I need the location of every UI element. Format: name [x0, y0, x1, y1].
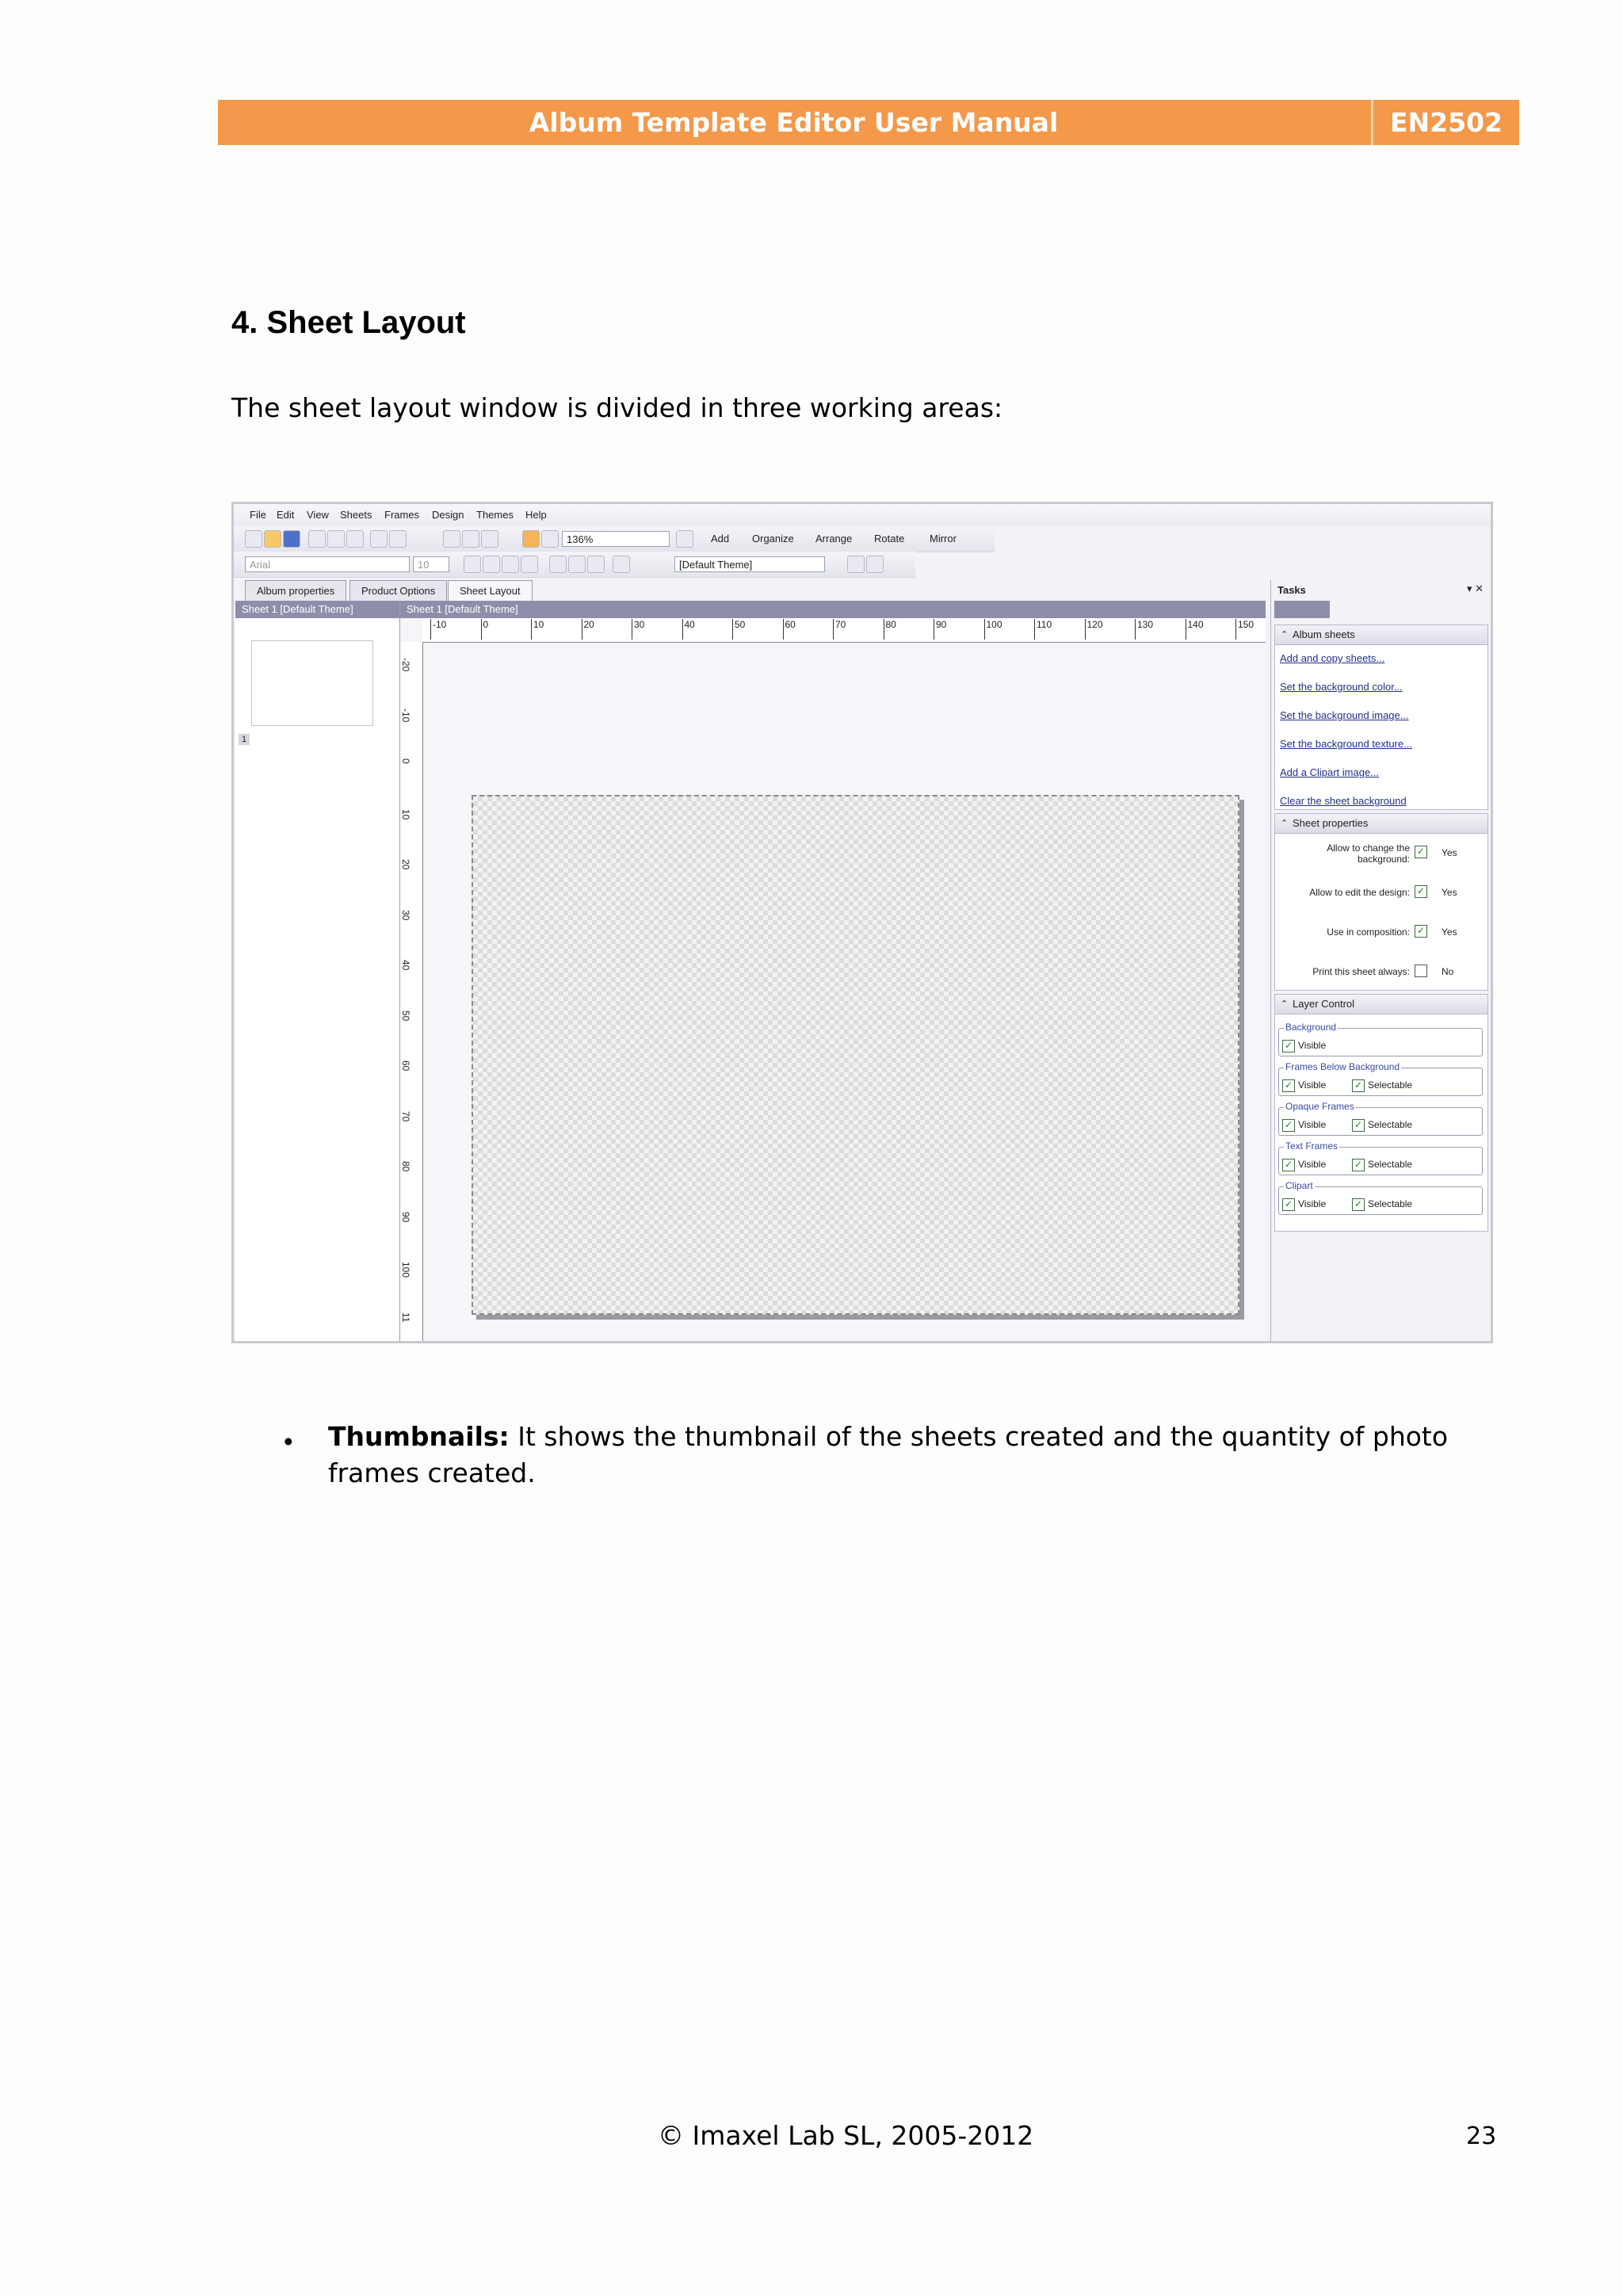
thumbnails-pane	[235, 601, 400, 1341]
album-sheets-section	[1274, 625, 1488, 810]
zoom-select[interactable]: 136%	[562, 531, 670, 547]
tasks-title: Tasks	[1277, 584, 1306, 596]
tasks-nav-buttons[interactable]	[1274, 601, 1330, 618]
canvas-pane-title: Sheet 1 [Default Theme]	[400, 601, 1266, 618]
layer-group-title: Frames Below Background	[1285, 1061, 1400, 1072]
footer-copyright: © Imaxel Lab SL, 2005-2012	[658, 2120, 1034, 2151]
layer-selectable-checkbox[interactable]: ✓	[1352, 1119, 1365, 1132]
align-left-icon[interactable]	[549, 556, 567, 573]
underline-icon[interactable]	[502, 556, 519, 573]
align-right-icon[interactable]	[587, 556, 605, 573]
layer-group-title: Opaque Frames	[1285, 1101, 1354, 1112]
ruler-tick-label: 90	[934, 619, 946, 640]
prop-composition-checkbox[interactable]: ✓	[1415, 925, 1427, 938]
ruler-tick-label: 11	[400, 1312, 411, 1322]
rotate-menu[interactable]: Rotate	[874, 533, 905, 544]
app-screenshot	[231, 502, 1493, 1343]
ruler-tick-label: 70	[400, 1110, 411, 1121]
ruler-tick-label: -10	[430, 619, 446, 640]
layer-visible-checkbox[interactable]: ✓	[1282, 1198, 1295, 1211]
layer-selectable-label: Selectable	[1368, 1119, 1413, 1130]
ruler-tick-label: 40	[400, 960, 411, 971]
ruler-tick-label: 110	[1034, 619, 1052, 640]
ruler-tick-label: 0	[400, 758, 411, 764]
section-title: 4. Sheet Layout	[231, 305, 466, 340]
bullet-item	[328, 1419, 1493, 1492]
ruler-tick-label: 10	[400, 808, 411, 819]
main-toolbar	[234, 526, 995, 552]
prop-edit-design-checkbox[interactable]: ✓	[1415, 885, 1427, 898]
prop-composition-value: Yes	[1442, 926, 1457, 938]
ruler-tick-label: 100	[400, 1262, 411, 1278]
ruler-tick-label: 80	[884, 619, 896, 640]
layer-control-header[interactable]: ⌃ Layer Control	[1275, 995, 1487, 1014]
tasks-close-icon[interactable]: ▾ ✕	[1466, 583, 1484, 594]
prop-change-background-value: Yes	[1442, 847, 1457, 858]
link-add-copy-sheets[interactable]: Add and copy sheets...	[1280, 652, 1385, 664]
layer-visible-label: Visible	[1298, 1198, 1327, 1209]
ruler-tick-label: -10	[400, 708, 411, 722]
font-select[interactable]: Arial	[245, 556, 410, 572]
align-center-icon[interactable]	[568, 556, 586, 573]
grid-icon[interactable]	[541, 530, 559, 548]
ruler-tick-label: -20	[400, 658, 411, 672]
mirror-menu[interactable]: Mirror	[930, 533, 957, 544]
menu-sheets[interactable]: Sheets	[340, 509, 372, 521]
hand-icon[interactable]	[462, 530, 479, 548]
page-header	[218, 100, 1519, 145]
layer-selectable-label: Selectable	[1368, 1159, 1413, 1170]
layer-group-background	[1278, 1022, 1483, 1056]
layer-visible-checkbox[interactable]: ✓	[1282, 1119, 1295, 1132]
copy-icon[interactable]	[327, 530, 345, 548]
layer-visible-checkbox[interactable]: ✓	[1282, 1040, 1295, 1052]
album-sheets-header[interactable]: ⌃ Album sheets	[1275, 625, 1487, 645]
sheet-thumbnail[interactable]	[251, 640, 373, 726]
zoom-tool-icon[interactable]	[481, 530, 498, 548]
theme-select[interactable]: [Default Theme]	[674, 556, 825, 572]
ruler-tick-label: 100	[984, 619, 1002, 640]
layer-group-title: Background	[1285, 1022, 1337, 1033]
prop-edit-design-label: Allow to edit the design:	[1309, 887, 1410, 898]
bold-icon[interactable]	[464, 556, 481, 573]
menu-view[interactable]: View	[307, 509, 329, 521]
menu-bar	[234, 504, 1491, 526]
layer-group-clipart	[1278, 1180, 1483, 1215]
tab-album-properties[interactable]: Album properties	[245, 580, 346, 602]
ruler-tick-label: 90	[400, 1211, 411, 1222]
menu-design[interactable]: Design	[432, 509, 464, 521]
ruler-tick-label: 40	[682, 619, 695, 640]
canvas-pane	[400, 601, 1266, 1341]
font-size-select[interactable]: 10	[413, 556, 449, 572]
tasks-pane	[1270, 580, 1491, 1341]
theme-open-icon[interactable]	[847, 556, 865, 573]
menu-help[interactable]: Help	[525, 509, 547, 521]
format-toolbar	[234, 552, 915, 578]
thumbnails-pane-title: Sheet 1 [Default Theme]	[235, 601, 399, 618]
add-menu[interactable]: Add	[711, 533, 730, 544]
prop-print-always-value: No	[1442, 966, 1454, 977]
arrange-menu[interactable]: Arrange	[815, 533, 853, 544]
link-add-clipart[interactable]: Add a Clipart image...	[1280, 766, 1380, 778]
layer-selectable-label: Selectable	[1368, 1198, 1413, 1209]
link-clear-background[interactable]: Clear the sheet background	[1280, 795, 1407, 807]
header-title: Album Template Editor User Manual	[529, 107, 1059, 138]
prop-change-background-checkbox[interactable]: ✓	[1415, 846, 1427, 858]
ruler-tick-label: 50	[732, 619, 745, 640]
organize-menu[interactable]: Organize	[752, 533, 794, 544]
ruler-tick-label: 60	[783, 619, 796, 640]
menu-frames[interactable]: Frames	[384, 509, 420, 521]
ruler-tick-label: 80	[400, 1161, 411, 1172]
tab-product-options[interactable]: Product Options	[349, 580, 447, 602]
open-icon[interactable]	[264, 530, 281, 548]
menu-file[interactable]: File	[250, 509, 266, 521]
link-background-image[interactable]: Set the background image...	[1280, 709, 1409, 721]
paste-icon[interactable]	[346, 530, 364, 548]
ruler-tick-label: 20	[582, 619, 594, 640]
text-color-icon[interactable]	[613, 556, 630, 573]
ruler-tick-label: 30	[400, 909, 411, 920]
fill-color-icon[interactable]	[676, 530, 693, 548]
link-background-color[interactable]: Set the background color...	[1280, 681, 1403, 693]
layer-visible-label: Visible	[1298, 1159, 1327, 1170]
ruler-tick-label: 50	[400, 1010, 411, 1021]
bullet-body: It shows the thumbnail of the sheets created and the quantity of photo frames created.	[328, 1421, 1449, 1488]
ruler-tick-label: 130	[1135, 619, 1153, 640]
layer-visible-checkbox[interactable]: ✓	[1282, 1079, 1295, 1092]
layer-control-section	[1274, 994, 1488, 1232]
ruler-tick-label: 150	[1235, 619, 1254, 640]
horizontal-ruler	[422, 618, 1266, 643]
layer-selectable-checkbox[interactable]: ✓	[1352, 1198, 1365, 1211]
prop-edit-design-value: Yes	[1442, 887, 1457, 898]
ruler-tick-label: 0	[481, 619, 489, 640]
ruler-tick-label: 20	[400, 859, 411, 870]
layer-visible-checkbox[interactable]: ✓	[1282, 1159, 1295, 1171]
menu-edit[interactable]: Edit	[277, 509, 295, 521]
layer-group-title: Clipart	[1285, 1180, 1313, 1191]
ruler-tick-label: 30	[632, 619, 644, 640]
layer-selectable-label: Selectable	[1368, 1079, 1413, 1091]
sheet-properties-header[interactable]: ⌃ Sheet properties	[1275, 814, 1487, 834]
bullet-label: Thumbnails:	[328, 1421, 510, 1452]
ruler-tick-label: 10	[531, 619, 544, 640]
layer-group-frames-below	[1278, 1061, 1483, 1096]
ruler-tick-label: 60	[400, 1060, 411, 1072]
pointer-icon[interactable]	[443, 530, 460, 548]
italic-icon[interactable]	[483, 556, 500, 573]
layer-group-opaque-frames	[1278, 1101, 1483, 1136]
vertical-ruler	[400, 642, 423, 1341]
redo-icon[interactable]	[389, 530, 407, 548]
layer-selectable-checkbox[interactable]: ✓	[1352, 1159, 1365, 1171]
page-number: 23	[1466, 2122, 1497, 2150]
ruler-tick-label: 140	[1186, 619, 1204, 640]
layer-selectable-checkbox[interactable]: ✓	[1352, 1079, 1365, 1092]
layer-group-title: Text Frames	[1285, 1140, 1338, 1152]
ruler-tick-label: 120	[1085, 619, 1103, 640]
prop-print-always-checkbox[interactable]	[1415, 965, 1427, 977]
prop-print-always-label: Print this sheet always:	[1312, 966, 1410, 977]
tab-sheet-layout[interactable]: Sheet Layout	[448, 580, 533, 602]
rulers-icon[interactable]	[522, 530, 540, 548]
layer-visible-label: Visible	[1298, 1079, 1327, 1091]
layer-visible-label: Visible	[1298, 1119, 1327, 1130]
ruler-tick-label: 70	[833, 619, 846, 640]
sheet-canvas[interactable]	[472, 795, 1239, 1315]
header-code: EN2502	[1389, 107, 1503, 138]
theme-save-icon[interactable]	[866, 556, 884, 573]
prop-composition-label: Use in composition:	[1327, 926, 1410, 938]
bullet-icon: •	[284, 1427, 293, 1456]
menu-themes[interactable]: Themes	[476, 509, 514, 521]
sheet-thumbnail-number: 1	[239, 734, 250, 745]
intro-paragraph: The sheet layout window is divided in three working areas:	[231, 392, 1003, 423]
layer-visible-label: Visible	[1298, 1040, 1327, 1051]
new-icon[interactable]	[245, 530, 262, 548]
layer-group-text-frames	[1278, 1140, 1483, 1175]
sheet-properties-section	[1274, 813, 1488, 991]
cut-icon[interactable]	[308, 530, 326, 548]
strike-icon[interactable]	[521, 556, 538, 573]
undo-icon[interactable]	[370, 530, 388, 548]
save-icon[interactable]	[283, 530, 300, 548]
prop-change-background-label: Allow to change the background:	[1327, 842, 1410, 865]
link-background-texture[interactable]: Set the background texture...	[1280, 738, 1412, 750]
